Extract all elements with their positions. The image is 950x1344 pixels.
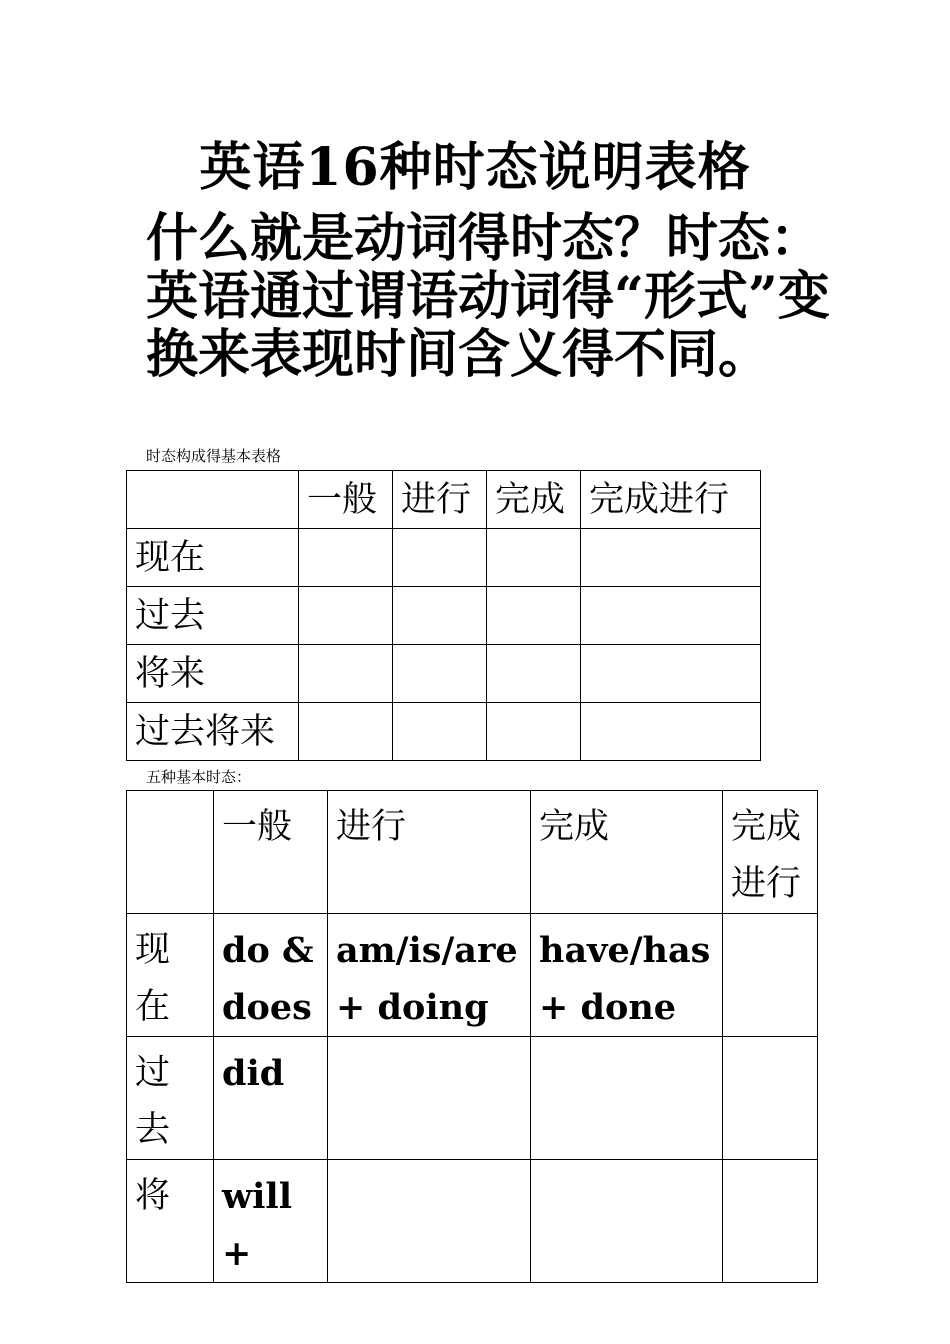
row-label: 过去将来 bbox=[127, 703, 299, 761]
table-row bbox=[127, 587, 761, 645]
table-row bbox=[127, 645, 761, 703]
row-label: 将 bbox=[127, 1160, 214, 1283]
table-header-cell: 完成 进行 bbox=[723, 791, 818, 914]
table-header-cell: 进行 bbox=[393, 471, 487, 529]
document-title: 英语16种时态说明表格 bbox=[199, 137, 751, 198]
table-cell bbox=[723, 914, 818, 1037]
row-label: 现 在 bbox=[127, 914, 214, 1037]
table-row bbox=[127, 1037, 818, 1160]
table-header-cell: 一般 bbox=[299, 471, 393, 529]
table-cell: have/has + done bbox=[531, 914, 723, 1037]
table-cell: will + bbox=[214, 1160, 328, 1283]
table-row bbox=[127, 791, 818, 914]
table-row bbox=[127, 914, 818, 1037]
table-header-cell bbox=[127, 791, 214, 914]
table-cell: am/is/are + doing bbox=[328, 914, 531, 1037]
row-label: 过 去 bbox=[127, 1037, 214, 1160]
table-row bbox=[127, 1160, 818, 1283]
table-row bbox=[127, 471, 761, 529]
five-basic-tenses-table bbox=[126, 790, 818, 1283]
basic-tense-table bbox=[126, 470, 761, 761]
row-label: 过去 bbox=[127, 587, 299, 645]
table-header-cell: 完成 bbox=[531, 791, 723, 914]
row-label: 将来 bbox=[127, 645, 299, 703]
table-header-cell bbox=[127, 471, 299, 529]
table-cell bbox=[328, 1160, 531, 1283]
table1-caption: 时态构成得基本表格 bbox=[146, 447, 282, 465]
table-header-cell: 进行 bbox=[328, 791, 531, 914]
table-cell: do & does bbox=[214, 914, 328, 1037]
row-label: 现在 bbox=[127, 529, 299, 587]
table-header-cell: 一般 bbox=[214, 791, 328, 914]
table-row bbox=[127, 703, 761, 761]
table-cell bbox=[723, 1160, 818, 1283]
definition-paragraph: 什么就是动词得时态？时态：英语通过谓语动词得“形式”变换来表现时间含义得不同。 bbox=[146, 208, 830, 385]
table-header-cell: 完成进行 bbox=[581, 471, 761, 529]
table-cell bbox=[723, 1037, 818, 1160]
table-cell bbox=[328, 1037, 531, 1160]
table-cell bbox=[531, 1160, 723, 1283]
table-cell bbox=[531, 1037, 723, 1160]
table-cell: did bbox=[214, 1037, 328, 1160]
table2-caption: 五种基本时态： bbox=[146, 768, 252, 786]
table-header-cell: 完成 bbox=[487, 471, 581, 529]
table-row bbox=[127, 529, 761, 587]
